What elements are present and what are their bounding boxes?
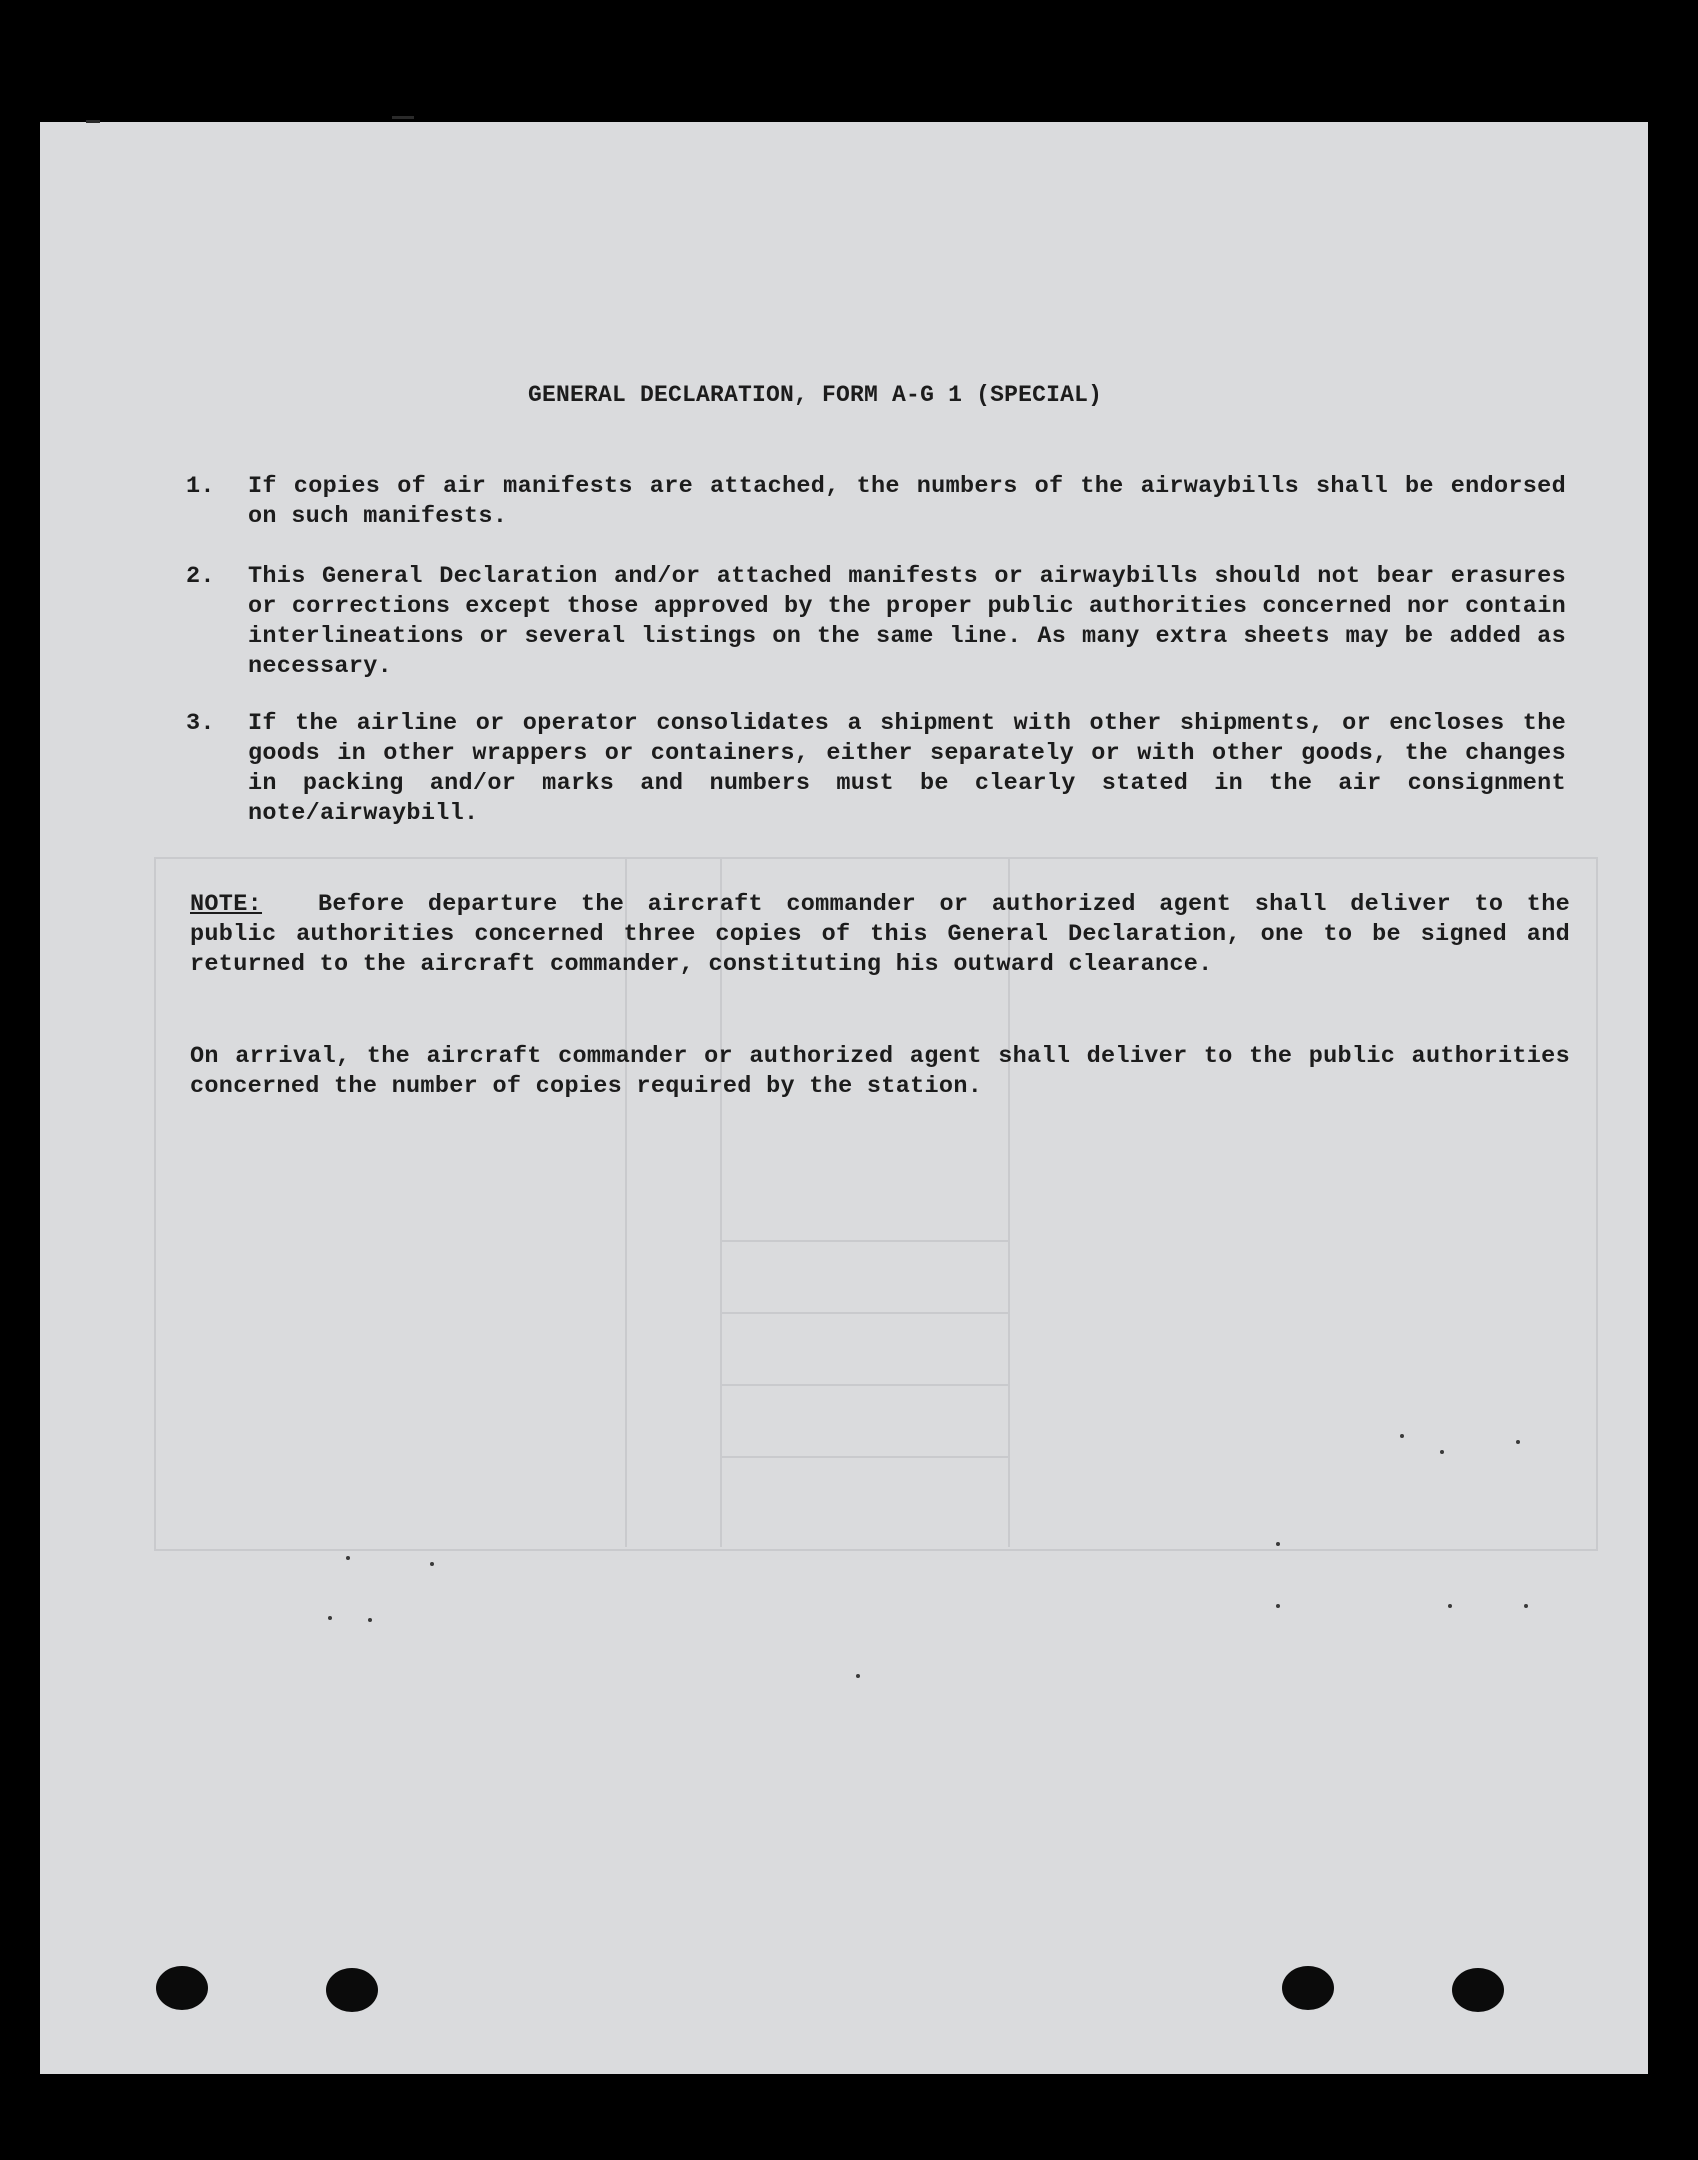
ink-speck [430, 1562, 434, 1566]
note-text: Before departure the aircraft commander or authorized agent shall deliver to the public authorities concerned three copies of this General Declaration, one to be signed and returned to the aircraft commander, constituting his outward clearance. [190, 891, 1570, 978]
ink-speck [1400, 1434, 1404, 1438]
bleed-through-rule [720, 1456, 1008, 1458]
note-paragraph [190, 890, 1570, 980]
arrival-paragraph: On arrival, the aircraft commander or authorized agent shall deliver to the public authorities concerned the number of copies required by the station. [190, 1043, 1570, 1100]
item-number: 2. [186, 563, 215, 590]
item-number: 3. [186, 710, 215, 737]
page-title: GENERAL DECLARATION, FORM A-G 1 (SPECIAL) [528, 382, 1103, 408]
list-item [186, 709, 1566, 829]
ink-speck [346, 1556, 350, 1560]
ink-speck [1516, 1440, 1520, 1444]
ink-speck [1448, 1604, 1452, 1608]
item-text: This General Declaration and/or attached manifests or airwaybills should not bear erasures or corrections except those approved by the proper public authorities concerned nor contain interlineations or several listings on the same line. As many extra sheets may be added as necessary. [248, 563, 1566, 680]
ink-speck [368, 1618, 372, 1622]
punch-hole [1282, 1966, 1334, 2010]
bleed-through-rule [720, 1312, 1008, 1314]
item-text: If the airline or operator consolidates a shipment with other shipments, or encloses the goods in other wrappers or containers, either separately or with other goods, the changes in packing and/or marks and numbers must be clearly stated in the air consignment note/airwaybill. [248, 710, 1566, 827]
item-number: 1. [186, 473, 215, 500]
list-item [186, 562, 1566, 682]
ink-speck [1440, 1450, 1444, 1454]
document-page [40, 122, 1648, 2074]
bleed-through-rule [720, 1240, 1008, 1242]
ink-speck [1276, 1604, 1280, 1608]
ink-speck [328, 1616, 332, 1620]
punch-hole [1452, 1968, 1504, 2012]
bleed-through-rule [720, 1384, 1008, 1386]
list-item [186, 472, 1566, 532]
scan-mark [392, 116, 414, 119]
ink-speck [1524, 1604, 1528, 1608]
ink-speck [1276, 1542, 1280, 1546]
ink-speck [856, 1674, 860, 1678]
note-label: NOTE: [190, 891, 263, 918]
punch-hole [156, 1966, 208, 2010]
punch-hole [326, 1968, 378, 2012]
item-text: If copies of air manifests are attached, the numbers of the airwaybills shall be endorsed on such manifests. [248, 473, 1566, 530]
scan-mark [86, 120, 100, 123]
